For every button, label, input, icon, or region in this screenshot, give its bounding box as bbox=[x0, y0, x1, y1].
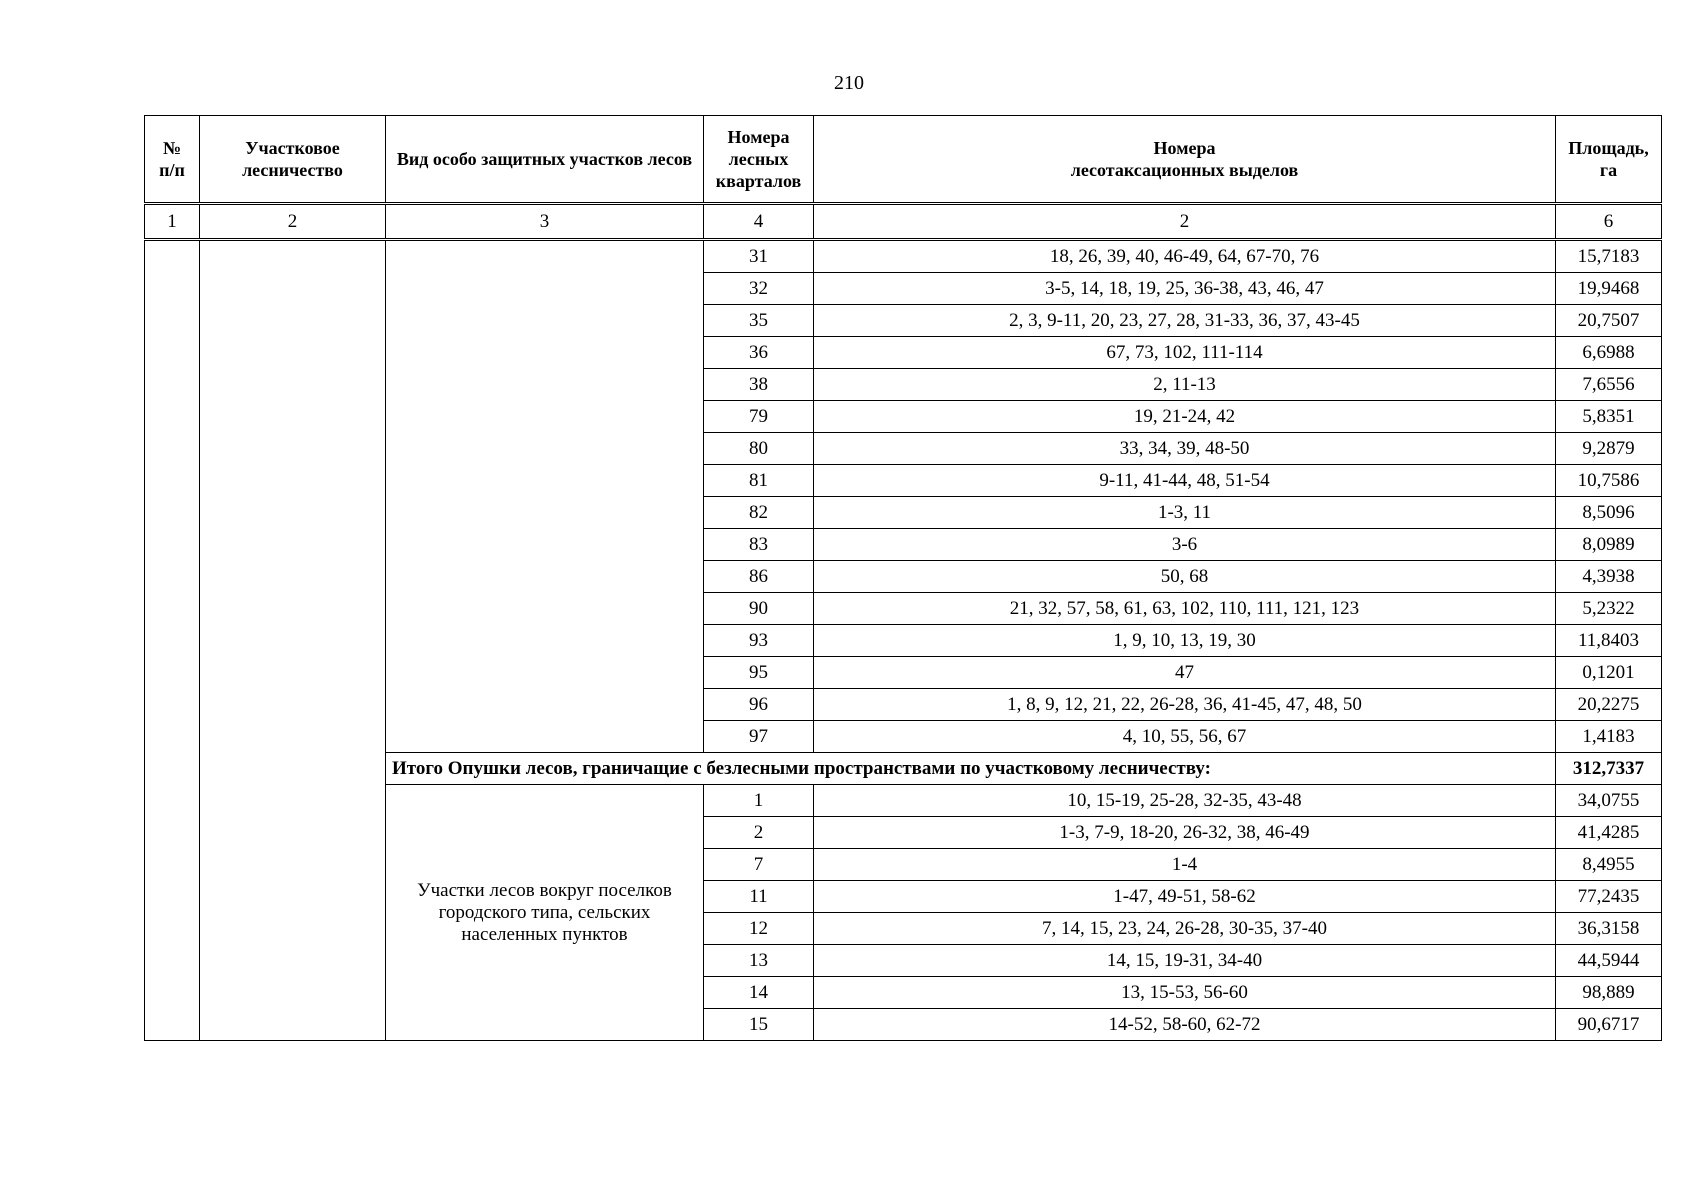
allotments-cell: 1-4 bbox=[814, 849, 1556, 881]
type-cell: Участки лесов вокруг поселков городского типа, сельских населенных пунктов bbox=[386, 785, 704, 1041]
quarter-cell: 79 bbox=[704, 401, 814, 433]
column-number: 4 bbox=[704, 204, 814, 240]
area-cell: 19,9468 bbox=[1556, 273, 1662, 305]
header-forestry bbox=[200, 116, 386, 204]
allotments-cell: 50, 68 bbox=[814, 561, 1556, 593]
quarter-cell: 13 bbox=[704, 945, 814, 977]
quarter-cell: 95 bbox=[704, 657, 814, 689]
quarter-cell: 86 bbox=[704, 561, 814, 593]
area-cell: 36,3158 bbox=[1556, 913, 1662, 945]
header-num-label: № п/п bbox=[159, 138, 185, 180]
allotments-cell: 3-6 bbox=[814, 529, 1556, 561]
area-cell: 98,889 bbox=[1556, 977, 1662, 1009]
area-cell: 10,7586 bbox=[1556, 465, 1662, 497]
quarter-cell: 31 bbox=[704, 240, 814, 273]
num-cell-empty bbox=[145, 240, 200, 1041]
quarter-cell: 81 bbox=[704, 465, 814, 497]
quarter-cell: 14 bbox=[704, 977, 814, 1009]
allotments-cell: 18, 26, 39, 40, 46-49, 64, 67-70, 76 bbox=[814, 240, 1556, 273]
area-cell: 77,2435 bbox=[1556, 881, 1662, 913]
area-cell: 8,4955 bbox=[1556, 849, 1662, 881]
page-number: 210 bbox=[834, 72, 864, 94]
quarter-cell: 11 bbox=[704, 881, 814, 913]
column-number: 2 bbox=[200, 204, 386, 240]
header-type bbox=[386, 116, 704, 204]
header-forestry-label: Участковое лесничество bbox=[242, 138, 343, 180]
quarter-cell: 90 bbox=[704, 593, 814, 625]
table-body bbox=[145, 204, 1662, 1041]
allotments-cell: 3-5, 14, 18, 19, 25, 36-38, 43, 46, 47 bbox=[814, 273, 1556, 305]
forest-protection-table bbox=[144, 115, 1662, 1041]
quarter-cell: 38 bbox=[704, 369, 814, 401]
header-area bbox=[1556, 116, 1662, 204]
area-cell: 34,0755 bbox=[1556, 785, 1662, 817]
header-type-label: Вид особо защитных участков лесов bbox=[396, 149, 693, 169]
quarter-cell: 82 bbox=[704, 497, 814, 529]
area-cell: 15,7183 bbox=[1556, 240, 1662, 273]
area-cell: 41,4285 bbox=[1556, 817, 1662, 849]
quarter-cell: 35 bbox=[704, 305, 814, 337]
allotments-cell: 1, 8, 9, 12, 21, 22, 26-28, 36, 41-45, 47, 48, 50 bbox=[814, 689, 1556, 721]
quarter-cell: 32 bbox=[704, 273, 814, 305]
allotments-cell: 19, 21-24, 42 bbox=[814, 401, 1556, 433]
quarter-cell: 2 bbox=[704, 817, 814, 849]
area-cell: 0,1201 bbox=[1556, 657, 1662, 689]
allotments-cell: 21, 32, 57, 58, 61, 63, 102, 110, 111, 121, 123 bbox=[814, 593, 1556, 625]
area-cell: 11,8403 bbox=[1556, 625, 1662, 657]
quarter-cell: 12 bbox=[704, 913, 814, 945]
allotments-cell: 1-3, 11 bbox=[814, 497, 1556, 529]
allotments-cell: 4, 10, 55, 56, 67 bbox=[814, 721, 1556, 753]
quarter-cell: 36 bbox=[704, 337, 814, 369]
area-cell: 44,5944 bbox=[1556, 945, 1662, 977]
forestry-cell-empty bbox=[200, 240, 386, 1041]
header-allotments bbox=[814, 116, 1556, 204]
allotments-cell: 7, 14, 15, 23, 24, 26-28, 30-35, 37-40 bbox=[814, 913, 1556, 945]
allotments-cell: 2, 11-13 bbox=[814, 369, 1556, 401]
allotments-cell: 2, 3, 9-11, 20, 23, 27, 28, 31-33, 36, 37, 43-45 bbox=[814, 305, 1556, 337]
area-cell: 1,4183 bbox=[1556, 721, 1662, 753]
allotments-cell: 1-3, 7-9, 18-20, 26-32, 38, 46-49 bbox=[814, 817, 1556, 849]
type-cell-empty bbox=[386, 240, 704, 753]
header-quarters-label: Номера лесных кварталов bbox=[715, 127, 802, 191]
allotments-cell: 9-11, 41-44, 48, 51-54 bbox=[814, 465, 1556, 497]
header-quarters bbox=[704, 116, 814, 204]
allotments-cell: 67, 73, 102, 111-114 bbox=[814, 337, 1556, 369]
quarter-cell: 15 bbox=[704, 1009, 814, 1041]
quarter-cell: 96 bbox=[704, 689, 814, 721]
quarter-cell: 80 bbox=[704, 433, 814, 465]
header-area-label: Площадь, га bbox=[1568, 138, 1649, 180]
header-allotments-label: Номера лесотаксационных выделов bbox=[1070, 138, 1299, 180]
area-cell: 90,6717 bbox=[1556, 1009, 1662, 1041]
quarter-cell: 83 bbox=[704, 529, 814, 561]
area-cell: 5,2322 bbox=[1556, 593, 1662, 625]
quarter-cell: 97 bbox=[704, 721, 814, 753]
area-cell: 9,2879 bbox=[1556, 433, 1662, 465]
allotments-cell: 13, 15-53, 56-60 bbox=[814, 977, 1556, 1009]
header-row bbox=[145, 116, 1662, 204]
column-numbers-row bbox=[145, 204, 1662, 240]
allotments-cell: 1, 9, 10, 13, 19, 30 bbox=[814, 625, 1556, 657]
total-value: 312,7337 bbox=[1556, 753, 1662, 785]
area-cell: 8,5096 bbox=[1556, 497, 1662, 529]
quarter-cell: 7 bbox=[704, 849, 814, 881]
column-number: 3 bbox=[386, 204, 704, 240]
header-num bbox=[145, 116, 200, 204]
area-cell: 5,8351 bbox=[1556, 401, 1662, 433]
area-cell: 4,3938 bbox=[1556, 561, 1662, 593]
column-number: 2 bbox=[814, 204, 1556, 240]
area-cell: 20,7507 bbox=[1556, 305, 1662, 337]
allotments-cell: 14-52, 58-60, 62-72 bbox=[814, 1009, 1556, 1041]
area-cell: 20,2275 bbox=[1556, 689, 1662, 721]
total-label: Итого Опушки лесов, граничащие с безлесными пространствами по участковому лесничеству: bbox=[386, 753, 1556, 785]
area-cell: 8,0989 bbox=[1556, 529, 1662, 561]
area-cell: 6,6988 bbox=[1556, 337, 1662, 369]
allotments-cell: 14, 15, 19-31, 34-40 bbox=[814, 945, 1556, 977]
allotments-cell: 1-47, 49-51, 58-62 bbox=[814, 881, 1556, 913]
quarter-cell: 93 bbox=[704, 625, 814, 657]
table-row bbox=[145, 240, 1662, 273]
column-number: 1 bbox=[145, 204, 200, 240]
quarter-cell: 1 bbox=[704, 785, 814, 817]
allotments-cell: 10, 15-19, 25-28, 32-35, 43-48 bbox=[814, 785, 1556, 817]
area-cell: 7,6556 bbox=[1556, 369, 1662, 401]
allotments-cell: 47 bbox=[814, 657, 1556, 689]
allotments-cell: 33, 34, 39, 48-50 bbox=[814, 433, 1556, 465]
column-number: 6 bbox=[1556, 204, 1662, 240]
